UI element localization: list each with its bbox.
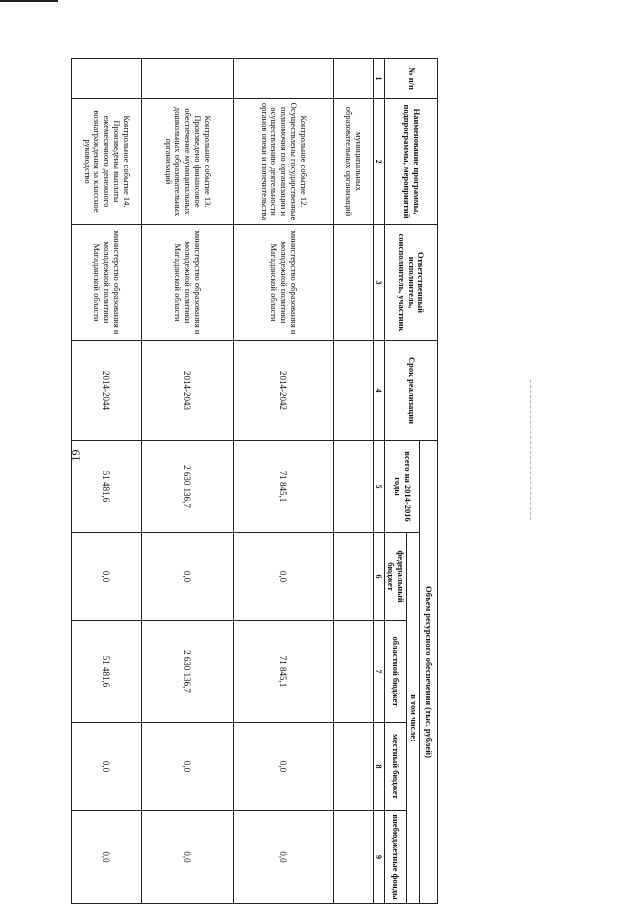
row-num: [233, 59, 333, 99]
row-federal: 0,0: [233, 533, 333, 621]
row-name: муниципальных образовательных организаций: [333, 99, 373, 225]
row-local: 0,0: [233, 723, 333, 811]
row-responsible: министерство образования и молодежной политики Магаданской области: [233, 225, 333, 341]
row-extrabudget: 0,0: [71, 811, 141, 904]
row-extrabudget: [333, 811, 373, 904]
row-term: 2014-2044: [71, 341, 141, 441]
header-local: местный бюджет: [384, 723, 407, 811]
row-term: 2014-2043: [141, 341, 233, 441]
row-local: [333, 723, 373, 811]
header-extrabudget: внебюджетные фонды: [384, 811, 407, 904]
header-name: Наименование программы, подпрограммы, мероприятий: [384, 99, 437, 225]
table-row: [71, 59, 141, 904]
header-regional: областной бюджет: [384, 621, 407, 723]
row-name: Контрольное событие 12. Осуществлены государственные полномочия по организации и осуществлению деятельности органов опеки и попечительства: [233, 99, 333, 225]
row-responsible: министерство образования и молодежной политики Магаданской области: [141, 225, 233, 341]
row-federal: [333, 533, 373, 621]
header-volume: Объем ресурсного обеспечения (тыс. рублей): [420, 441, 438, 904]
row-term: [333, 341, 373, 441]
rotated-table-wrapper: [82, 58, 438, 903]
header-responsible: Ответственный исполнитель, соисполнитель, участник: [384, 225, 437, 341]
row-regional: 51 481,6: [71, 621, 141, 723]
row-federal: 0,0: [141, 533, 233, 621]
scan-artifact: [530, 380, 531, 520]
col-index: 4: [373, 341, 384, 441]
page-number: 19: [68, 449, 83, 462]
row-regional: 71 845,1: [233, 621, 333, 723]
row-total: 51 481,6: [71, 441, 141, 533]
top-rule: [0, 0, 58, 2]
header-term: Срок реализации: [384, 341, 437, 441]
row-total: 2 630 136,7: [141, 441, 233, 533]
row-responsible: министерство образования и молодежной политики Магаданской области: [71, 225, 141, 341]
row-name: Контрольное событие 14. Произведены выплаты ежемесячного денежного вознаграждения за классное руководство: [71, 99, 141, 225]
header-including: в том числе:: [407, 533, 420, 904]
col-index: 1: [373, 59, 384, 99]
row-total: [333, 441, 373, 533]
row-regional: 2 630 136,7: [141, 621, 233, 723]
row-name: Контрольное событие 13. Произведено финансовое обеспечение муниципальных дошкольных образовательных организаций: [141, 99, 233, 225]
row-extrabudget: 0,0: [141, 811, 233, 904]
col-index: 5: [373, 441, 384, 533]
row-term: 2014-2042: [233, 341, 333, 441]
table-row: [333, 59, 373, 904]
table-row: [233, 59, 333, 904]
column-index-row: [373, 59, 384, 904]
col-index: 7: [373, 621, 384, 723]
header-federal: федеральный бюджет: [384, 533, 407, 621]
col-index: 6: [373, 533, 384, 621]
row-num: [141, 59, 233, 99]
row-num: [333, 59, 373, 99]
col-index: 9: [373, 811, 384, 904]
row-local: 0,0: [71, 723, 141, 811]
col-index: 3: [373, 225, 384, 341]
row-regional: [333, 621, 373, 723]
resource-table: [68, 58, 438, 904]
row-num: [71, 59, 141, 99]
col-index: 8: [373, 723, 384, 811]
row-federal: 0,0: [71, 533, 141, 621]
row-extrabudget: 0,0: [233, 811, 333, 904]
row-local: 0,0: [141, 723, 233, 811]
header-num: № п/п: [384, 59, 437, 99]
table-row: [141, 59, 233, 904]
col-index: 2: [373, 99, 384, 225]
header-total: всего на 2014-2016 годы: [384, 441, 419, 533]
row-responsible: [333, 225, 373, 341]
row-total: 71 845,1: [233, 441, 333, 533]
